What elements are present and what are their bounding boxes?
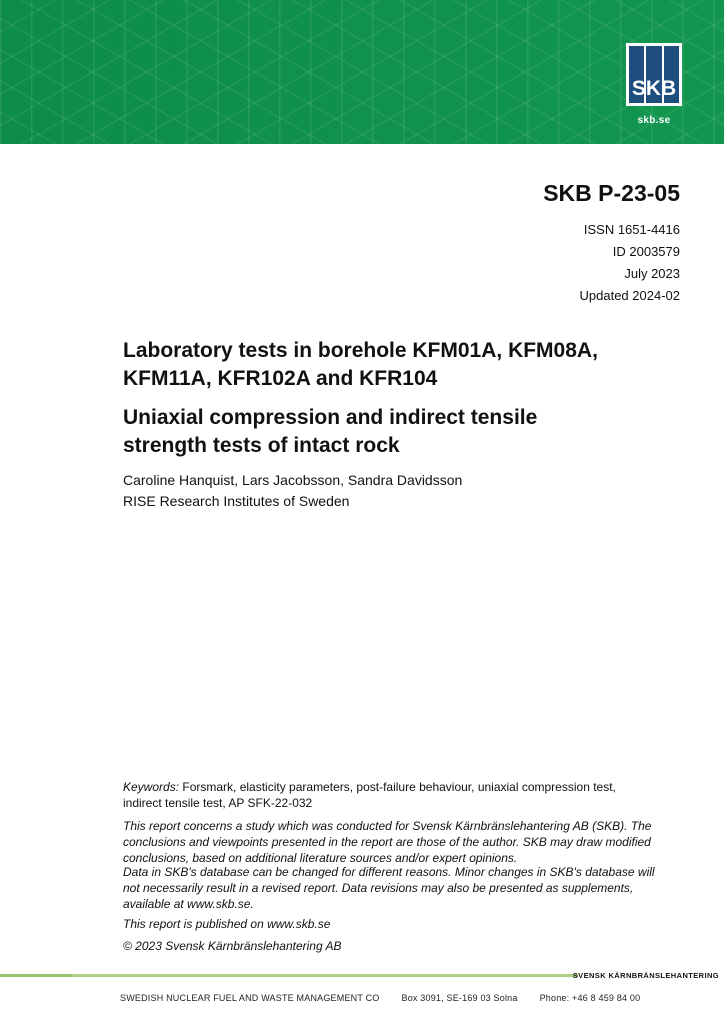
footer-phone: Phone: +46 8 459 84 00	[539, 993, 641, 1003]
footer-company-swedish: SVENSK KÄRNBRÄNSLEHANTERING	[572, 971, 719, 980]
disclaimer-paragraph-1	[123, 818, 651, 867]
keywords-line-1	[123, 779, 616, 795]
logo-website-label: skb.se	[637, 115, 671, 126]
authors-block	[123, 470, 462, 512]
keywords-line-2: indirect tensile test, AP SFK-22-032	[123, 796, 313, 811]
disclaimer2-line-3: available at www.skb.se.	[123, 897, 254, 912]
disclaimer1-line-3: conclusions, based on additional literature sources and/or expert opinions.	[123, 851, 518, 866]
disclaimer1-line-1: This report concerns a study which was conducted for Svensk Kärnbränslehantering AB (SKB). The	[123, 819, 652, 833]
report-subtitle	[123, 404, 537, 460]
skb-logo-icon	[626, 43, 682, 106]
copyright-note: © 2023 Svensk Kärnbränslehantering AB	[123, 939, 342, 953]
title-line-1: Laboratory tests in borehole KFM01A, KFM08A,	[123, 339, 598, 362]
disclaimer1-line-2: conclusions and viewpoints presented in the report are those of the author. SKB may draw modified	[123, 835, 651, 850]
subtitle-line-2: strength tests of intact rock	[123, 434, 400, 457]
author-names: Caroline Hanquist, Lars Jacobsson, Sandra Davidsson	[123, 472, 463, 488]
report-id: ID 2003579	[612, 244, 680, 259]
disclaimer2-line-1: Data in SKB's database can be changed for different reasons. Minor changes in SKB's database will	[123, 865, 655, 879]
report-title	[123, 337, 598, 393]
disclaimer-paragraph-2	[123, 864, 655, 913]
keywords-text: Forsmark, elasticity parameters, post-failure behaviour, uniaxial compression test,	[179, 780, 616, 794]
keywords-label: Keywords:	[123, 780, 180, 794]
report-number: SKB P-23-05	[543, 180, 680, 206]
footer-divider-line	[0, 974, 578, 977]
published-note: This report is published on www.skb.se	[123, 917, 331, 931]
logo-wordmark: SKB	[631, 77, 677, 100]
subtitle-line-1: Uniaxial compression and indirect tensile	[123, 406, 538, 429]
header-band	[0, 0, 724, 144]
keywords-block	[123, 779, 616, 811]
disclaimer2-line-2: not necessarily result in a revised report. Data revisions may also be presented as supplements,	[123, 881, 634, 896]
skb-logo-block	[626, 43, 682, 126]
footer-contact-info	[120, 993, 640, 1003]
footer-company-english: SWEDISH NUCLEAR FUEL AND WASTE MANAGEMENT CO	[120, 993, 380, 1003]
author-affiliation: RISE Research Institutes of Sweden	[123, 493, 350, 509]
title-line-2: KFM11A, KFR102A and KFR104	[123, 367, 438, 390]
report-issn: ISSN 1651-4416	[583, 222, 680, 237]
report-updated: Updated 2024-02	[579, 288, 680, 303]
report-date: July 2023	[624, 266, 680, 281]
report-meta	[580, 219, 680, 307]
footer-address: Box 3091, SE-169 03 Solna	[401, 993, 518, 1003]
